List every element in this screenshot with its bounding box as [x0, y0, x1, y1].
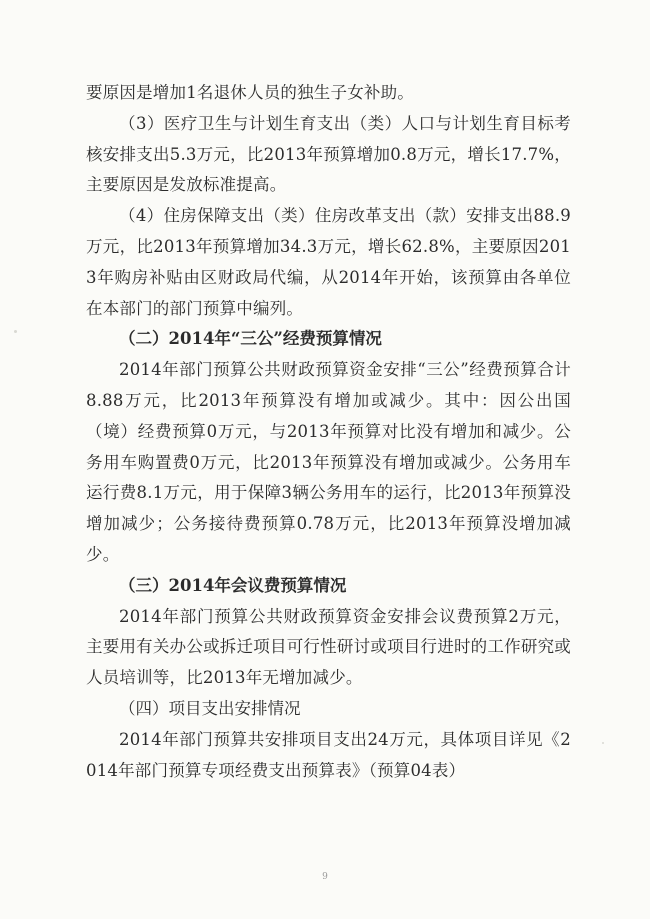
- paragraph-retiree-subsidy-tail: 要原因是增加1名退休人员的独生子女补助。: [86, 83, 414, 102]
- scan-speck: [602, 742, 604, 744]
- paragraph-health-family-planning: （3）医疗卫生与计划生育支出（类）人口与计划生育目标考核安排支出5.3万元，比2013年预算增加0.8万元，增长17.7%，主要原因是发放标准提高。: [86, 113, 571, 195]
- section-heading-meeting-fees: （三）2014年会议费预算情况: [119, 575, 347, 595]
- paragraph-project-expenditure: 2014年部门预算共安排项目支出24万元，具体项目详见《2014年部门预算专项经费支出预算表》（预算04表）: [86, 729, 571, 780]
- paragraph-housing-security: （4）住房保障支出（类）住房改革支出（款）安排支出88.9万元，比2013年预算增加34.3万元，增长62.8%，主要原因2013年购房补贴由区财政局代编，从2014年开始，该预算由各单位在本部门的部门预算中编列。: [86, 206, 571, 318]
- paragraph-three-public-expenses: 2014年部门预算公共财政预算资金安排“三公”经费预算合计8.88万元，比2013年预算没有增加或减少。其中：因公出国（境）经费预算0万元，与2013年预算对比没有增加和减少。公务用车购置费0万元，比2013年预算没有增加或减少。公务用车运行费8.1万元，用于保障3辆公务用车的运行，比2013年预算没增加减少；公务接待费预算0.78万元，比2013年预算没增加减少。: [86, 360, 571, 564]
- scan-speck: [14, 330, 17, 333]
- document-page: [86, 78, 571, 786]
- section-heading-three-public-expenses: （二）2014年“三公”经费预算情况: [119, 329, 382, 349]
- section-heading-project-expenditure: （四）项目支出安排情况: [119, 698, 301, 718]
- page-number: 9: [322, 872, 328, 882]
- paragraph-meeting-fees: 2014年部门预算公共财政预算资金安排会议费预算2万元，主要用有关办公或拆迁项目可行性研讨或项目行进时的工作研究或人员培训等，比2013年无增加减少。: [86, 606, 571, 688]
